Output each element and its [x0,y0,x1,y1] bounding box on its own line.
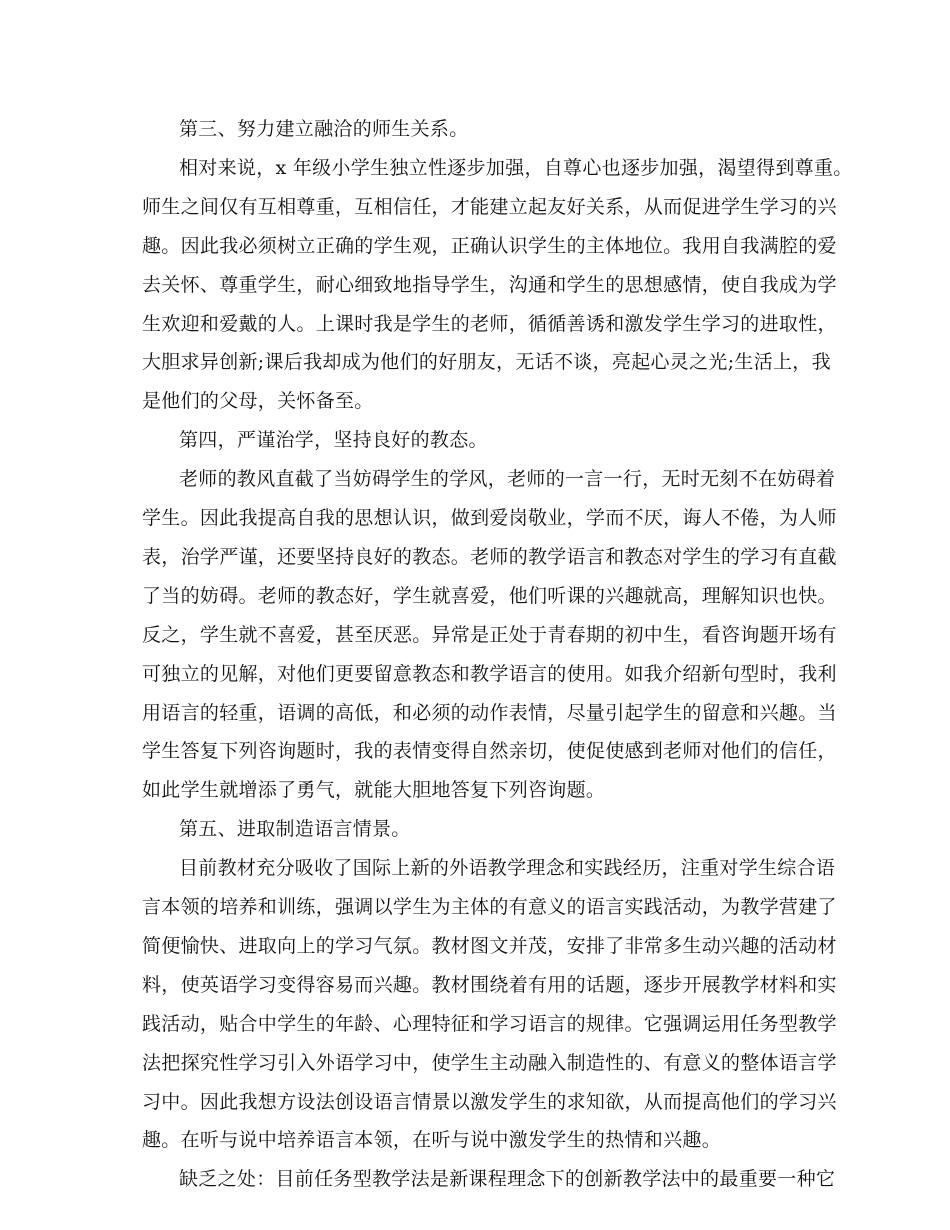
paragraph-line: 是他们的父母，关怀备至。 [142,390,374,412]
paragraph-line: 学生答复下列咨询题时，我的表情变得自然亲切，使促使感到老师对他们的信任， [142,740,837,762]
paragraph-line: 表，治学严谨，还要坚持良好的教态。老师的教学语言和教态对学生的学习有直截 [142,546,837,568]
paragraph-line: 法把探究性学习引入外语学习中，使学生主动融入制造性的、有意义的整体语言学 [142,1052,837,1074]
paragraph-line: 言本领的培养和训练，强调以学生为主体的有意义的语言实践活动，为教学营建了 [142,896,837,918]
paragraph-line: 目前教材充分吸收了国际上新的外语教学理念和实践经历，注重对学生综合语 [179,857,836,879]
paragraph-line: 师生之间仅有互相尊重，互相信任，才能建立起友好关系，从而促进学生学习的兴 [142,196,837,218]
paragraph-line: 料，使英语学习变得容易而兴趣。教材围绕着有用的话题，逐步开展教学材料和实 [142,974,837,996]
paragraph-line: 生欢迎和爱戴的人。上课时我是学生的老师，循循善诱和激发学生学习的进取性， [142,313,837,335]
paragraph-line: 如此学生就增添了勇气，就能大胆地答复下列咨询题。 [142,779,606,801]
paragraph-line: 践活动，贴合中学生的年龄、心理特征和学习语言的规律。它强调运用任务型教学 [142,1013,837,1035]
section-heading-4: 第四，严谨治学，坚持良好的教态。 [179,429,488,451]
paragraph-line: 去关怀、尊重学生，耐心细致地指导学生，沟通和学生的思想感情，使自我成为学 [142,274,837,296]
paragraph-line: 习中。因此我想方设法创设语言情景以激发学生的求知欲，从而提高他们的学习兴 [142,1091,837,1113]
paragraph-line: 简便愉快、进取向上的学习气氛。教材图文并茂，安排了非常多生动兴趣的活动材 [142,935,837,957]
paragraph-line: 缺乏之处：目前任务型教学法是新课程理念下的创新教学法中的最重要一种它 [179,1168,836,1190]
paragraph-line: 了当的妨碍。老师的教态好，学生就喜爱，他们听课的兴趣就高，理解知识也快。 [142,585,837,607]
paragraph-line: 相对来说，x 年级小学生独立性逐步加强，自尊心也逐步加强，渴望得到尊重。 [179,157,853,179]
section-heading-5: 第五、进取制造语言情景。 [179,818,411,840]
section-heading-3: 第三、努力建立融洽的师生关系。 [179,118,469,140]
paragraph-line: 趣。因此我必须树立正确的学生观，正确认识学生的主体地位。我用自我满腔的爱 [142,235,837,257]
paragraph-line: 用语言的轻重，语调的高低，和必须的动作表情，尽量引起学生的留意和兴趣。当 [142,702,837,724]
paragraph-line: 老师的教风直截了当妨碍学生的学风，老师的一言一行，无时无刻不在妨碍着 [179,468,836,490]
paragraph-line: 大胆求异创新;课后我却成为他们的好朋友，无话不谈，亮起心灵之光;生活上，我 [142,351,831,373]
paragraph-line: 学生。因此我提高自我的思想认识，做到爱岗敬业，学而不厌，诲人不倦，为人师 [142,507,837,529]
paragraph-line: 趣。在听与说中培养语言本领，在听与说中激发学生的热情和兴趣。 [142,1129,722,1151]
paragraph-line: 反之，学生就不喜爱，甚至厌恶。异常是正处于青春期的初中生，看咨询题开场有 [142,624,837,646]
paragraph-line: 可独立的见解，对他们更要留意教态和教学语言的使用。如我介绍新句型时，我利 [142,663,837,685]
